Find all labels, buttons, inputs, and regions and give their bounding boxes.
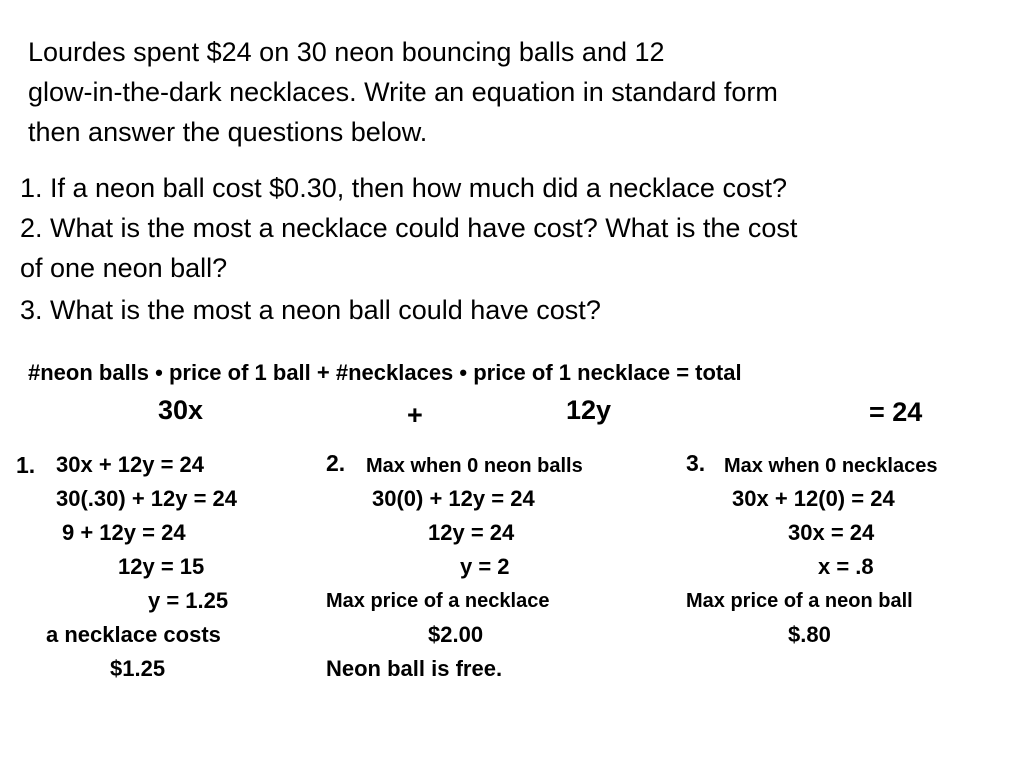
- solution-3-heading: Max when 0 necklaces: [724, 455, 938, 477]
- solution-1-step-3: 9 + 12y = 24: [62, 520, 186, 545]
- equation-total: = 24: [869, 397, 923, 427]
- solution-1-answer-label: a necklace costs: [46, 622, 221, 647]
- problem-line-1: Lourdes spent $24 on 30 neon bouncing balls and 12: [28, 37, 665, 67]
- solution-2-max-label: Max price of a necklace: [326, 590, 550, 612]
- question-3: 3. What is the most a neon ball could have cost?: [20, 295, 601, 325]
- equation-term-12y: 12y: [566, 395, 612, 425]
- problem-line-3: then answer the questions below.: [28, 117, 428, 147]
- solution-1-step-2: 30(.30) + 12y = 24: [56, 486, 238, 511]
- solution-3-step-3: x = .8: [818, 554, 874, 579]
- question-1: 1. If a neon ball cost $0.30, then how much did a necklace cost?: [20, 173, 787, 203]
- solution-2-answer: $2.00: [428, 622, 484, 647]
- solution-2-step-3: y = 2: [460, 554, 510, 579]
- solution-3-answer: $.80: [788, 622, 831, 647]
- problem-line-2: glow-in-the-dark necklaces. Write an equation in standard form: [28, 77, 778, 107]
- solution-1-answer: $1.25: [110, 656, 166, 681]
- question-2-line-2: of one neon ball?: [20, 253, 228, 283]
- solution-3-step-2: 30x = 24: [788, 520, 875, 545]
- solution-2-step-1: 30(0) + 12y = 24: [372, 486, 535, 511]
- solution-1-step-4: 12y = 15: [118, 554, 205, 579]
- solution-3-step-1: 30x + 12(0) = 24: [732, 486, 895, 511]
- solution-3-number: 3.: [686, 450, 706, 476]
- solution-1-step-5: y = 1.25: [148, 588, 229, 613]
- equation-term-30x: 30x: [158, 395, 204, 425]
- solution-2-heading: Max when 0 neon balls: [366, 455, 583, 477]
- solution-3-max-label: Max price of a neon ball: [686, 590, 913, 612]
- question-2-line-1: 2. What is the most a necklace could have cost? What is the cost: [20, 213, 798, 243]
- solution-2-step-2: 12y = 24: [428, 520, 515, 545]
- word-equation: #neon balls • price of 1 ball + #necklaces • price of 1 necklace = total: [28, 360, 742, 385]
- solution-2-number: 2.: [326, 450, 346, 476]
- equation-plus: +: [407, 400, 423, 430]
- solution-1-step-1: 30x + 12y = 24: [56, 452, 205, 477]
- solution-1-number: 1.: [16, 452, 36, 478]
- solution-2-note: Neon ball is free.: [326, 656, 503, 681]
